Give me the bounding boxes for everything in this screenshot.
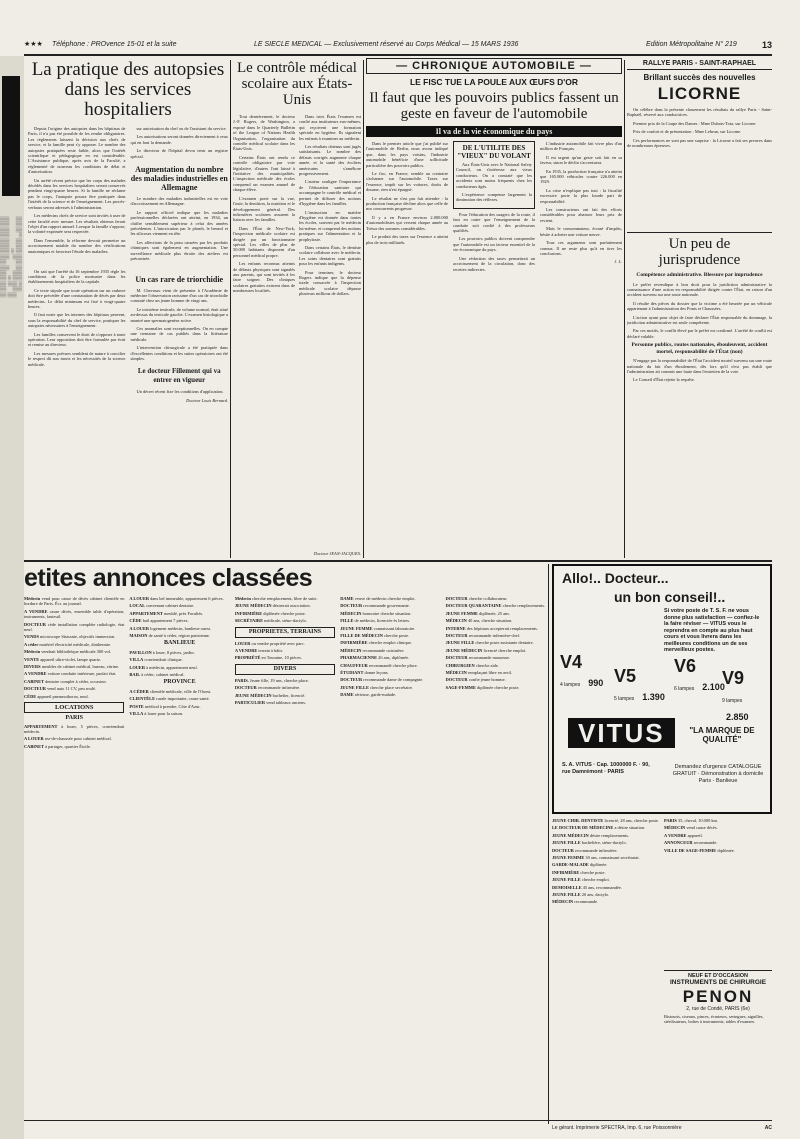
vitus-catalog: Demandez d'urgence CATALOGUE GRATUIT · Démonstration à domicile Paris - Banlieue: [672, 764, 764, 784]
classifieds-section-province: PROVINCE: [163, 679, 196, 686]
vitus-models: [554, 648, 770, 722]
classifieds-section-banlieue: BANLIEUE: [163, 640, 196, 647]
vitus-ad: [552, 564, 772, 814]
vitus-model-v5: V5 5 lampes 1.390: [614, 666, 665, 702]
header-edition: Edition Métropolitaine N° 219: [646, 41, 737, 48]
header-marks: ★★★: [24, 41, 43, 48]
jurisprudence-title: Un peu de jurisprudence: [658, 236, 741, 268]
classifieds-right: JEUNE CHIR. DENTISTE licencié, 28 ans, cherche poste. LE DOCTEUR DE MÉDECINE a désire situation. JEUNE MÉDECIN désire remplacements. JEUNE FILLE bachelière, sténo-dactylo. DOCTEUR recommande infirmière. JEUNE FEMME 30 ans, connaissant secrétariat. GARDE-MALADE diplômée. INFIRMIÈRE cherche poste. JEUNE FILLE cherche emploi. DEMOISELLE 45 ans, recommandée. JEUNE FILLE 20 ans, dactylo. MÉDECIN recommande. PARIS 35, cheval, 10.000 km. MÉDECIN vend cause décès. A VENDRE appareil. ANNONCEUR recommande. VILLE DE SAGE-FEMME diplômée. NEUF ET D'OCCASION INSTRUMENTS DE CHIRURGIE PENON 2, rue de Condé, PARIS (6e) Bistouris, ciseaux, pinces, écarteurs, seringues, aiguilles, stérilisateurs, boîtes à instruments, tables d'examen.: [552, 818, 772, 1113]
article-jurisprudence: Un peu de jurisprudence Compétence administrative. Blessure par imprudence Le préfet revendique à bon droit pour la juridiction administrative la connaissance d'une action en responsabilité dirigée contre l'État, en raison d'un accident survenu sur une route nationale. Il résulte des pièces du dossier que la victime a été heurtée par un véhicule appartenant à l'administration des Ponts et Chaussées. L'action ayant pour objet de faire déclarer l'État responsable du dommage, la juridiction administrative est seule compétente. Par ces motifs, le conflit élevé par le préfet est confirmé. L'arrêté de conflit est déclaré valable. Personne publics, routes nationales, ébouleuvent, accident mortel, responsabilité de l'État (non) N'engage pas la responsabilité de l'État l'accident mortel survenu sur une route nationale du fait d'un éboulement, dès lors qu'il n'est pas établi que l'administration ait commis une faute dans l'entretien de la voie. Le Conseil d'État rejette la requête.: [627, 236, 772, 383]
jurisprudence-subhead-2: Personne publics, routes nationales, ébouleuvent, accident mortel, responsabilité de l'État (non): [631, 342, 768, 355]
jurisprudence-subhead-1: Compétence administrative. Blessure par imprudence: [636, 272, 763, 278]
vitus-model-v6: V6 6 lampes 2.100: [674, 656, 725, 692]
autopsies-title: La pratique des autopsies dans les services hospitaliers: [31, 60, 225, 120]
classifieds-section-locations: LOCATIONS: [24, 702, 124, 713]
automobile-section: Il va de la vie économique du pays: [366, 126, 622, 137]
vitus-subline: un bon conseil!..: [614, 589, 726, 605]
classifieds-section-proprietes: PROPRIETES, TERRAINS: [235, 627, 335, 638]
autopsies-subhead-3: Le docteur Fillement qui va entrer en vigueur: [137, 367, 221, 385]
classifieds-body: Médecin vend pour cause de décès cabinet clientèle en bordure de Paris. Écr. au journal. A VENDRE cause décès, ensemble table d'opération, instruments, fauteuil. DOCTEUR cède installation complète radiologie, état neuf. VENDS microscope Stiassnie, objectifs immersion. A céder matériel électricité médicale, diathermie. Médecin vendrait bibliothèque médicale 300 vol. VENTE appareil ultra-violet, lampe quartz. DIVERS meubles de cabinet médical, bureau, vitrine. A VENDRE voiture conduite intérieure, parfait état. CABINET dentaire complet à céder, occasion. DOCTEUR vend auto 11 CV, peu roulé. CÈDE appareil pneumothorax, neuf. LOCATIONS PARIS APPARTEMENT à louer, 5 pièces, conviendrait médecin. A LOUER rez-de-chaussée pour cabinet médical. CABINET à partager, quartier Étoile. A LOUER dans bel immeuble, appartement 6 pièces. LOCAL convenant cabinet dentaire. APPARTEMENT meublé, près Facultés. CÈDE bail appartement 7 pièces. A LOUER logement médecin, banlieue ouest. MAISON de santé à céder, région parisienne. BANLIEUE PAVILLON à louer, 8 pièces, jardin. VILLA conviendrait clinique. LOUER à médecin, appartement neuf. BAIL à céder, cabinet médical. PROVINCE A CÉDER clientèle médicale, ville de l'Ouest. CLIENTÈLE rurale importante, cause santé. POSTE médical à prendre, Côte d'Azur. VILLA à louer pour la saison. Médecin cherche remplacement, libre de suite. JEUNE MÉDECIN désirerait association. INFIRMIÈRE diplômée cherche poste. SECRÉTAIRE médicale, sténo-dactylo. PROPRIETES, TERRAINS LOUER ou vendre propriété avec parc. A VENDRE terrain à bâtir. PROPRIÉTÉ en Touraine, 10 pièces. DIVERS PARIS. Jeune fille, 19 ans, cherche place. DOCTEUR recommande infirmière. JEUNE MÉDECIN bachelier, licencié. PARTICULIER vend tableaux anciens. DAME veuve de médecin cherche emploi. DOCTEUR recommande gouvernante. MÉDECIN honoraire cherche situation. FILLE de médecin, licenciée ès lettres. JEUNE FEMME connaissant laboratoire. FILLE DE MÉDECIN cherche poste. INFIRMIÈRE cherche emploi clinique. MÉDECIN recommande cuisinière. PHARMACIENNE 26 ans, diplômée. CHAUFFEUR recommandé cherche place. ÉTUDIANT donne leçons. DOCTEUR recommande dame de compagnie. JEUNE FILLE cherche place secrétaire. DAME sérieuse, garde-malade. DOCTEUR cherche collaborateur. DOCTEUR QUARANTAINE cherche remplacements. JEUNE FEMME diplômée, 25 ans. MÉDECIN 40 ans, cherche situation. INTERNE des hôpitaux accepterait remplacements. DOCTEUR recommande infirmière-chef. JEUNE FILLE cherche poste assistante dentaire. JEUNE MÉDECIN licencié cherche emploi. DOCTEUR recommande masseuse. CHIRURGIEN cherche aide. MÉDECIN remplaçant libre en avril. DOCTEUR confie jeune homme. SAGE-FEMME diplômée cherche poste.: [24, 596, 546, 749]
vitus-body: Si votre poste de T. S. F. ne vous donne plus satisfaction — confiez-le la faire réviser — VITUS vous le reprendra en compte au plus haut cours et vous livrera dans les meilleures conditions un de ses merveilleux postes.: [664, 608, 760, 653]
vitus-slogan: "LA MARQUE DE QUALITÉ": [689, 726, 755, 744]
penon-kicker: NEUF ET D'OCCASION: [688, 973, 748, 979]
penon-title: INSTRUMENTS DE CHIRURGIE: [669, 979, 767, 986]
vitus-logo: VITUS: [568, 718, 675, 748]
vitus-model-v4: V4 4 lampes 990: [560, 652, 604, 688]
header-paper: LE SIECLE MEDICAL — Exclusivement réservé au Corps Médical — 15 MARS 1936: [254, 41, 519, 48]
controle-title: Le contrôle médical scolaire aux États-Unis: [237, 60, 357, 108]
article-autopsies: La pratique des autopsies dans les services hospitaliers Depuis l'origine des autopsies dans les hôpitaux de Paris, il n'a pas été possible de les rendre obligatoires. Les règlements laissent la décision aux chefs de service, et la famille peut s'y opposer. Le nombre des autopsies pratiquées reste faible, alors que l'intérêt scientifique et pédagogique en est considérable. L'Assistance publique, après avis de la Faculté, a réglementé de nouveau les conditions de délai et d'autorisation. Un arrêté récent précise que les corps des malades décédés dans les services hospitaliers seront conservés pendant vingt-quatre heures. Si la famille ne réclame pas le corps, l'autopsie pourra être pratiquée dans l'intérêt de la science et de l'enseignement. Les procès-verbaux seront adressés à l'administration. Les médecins chefs de service sont invités à user de cette faculté avec mesure. Les résultats obtenus feront l'objet d'un rapport annuel. Lorsque la famille s'oppose, la volonté exprimée sera respectée. Dans l'ensemble, la réforme devrait permettre un accroissement notable du nombre des vérifications anatomiques et favoriser l'étude des maladies. sur autorisation du chef ou de l'assistant du service. Les autorisations seront données directement à ceux qui en font la demande. Le directeur de l'hôpital devra tenir un registre spécial. Augmentation du nombre des maladies industrielles en Allemagne Le nombre des maladies industrielles est en voie d'accroissement en Allemagne. Le rapport officiel indique que les maladies professionnelles déclarées ont atteint, en 1934, un chiffre sensiblement supérieur à celui des années précédentes. L'intoxication par le plomb, le benzol et les silicoses viennent en tête. Les affections de la peau causées par les produits chimiques sont également en augmentation. Une surveillance médicale plus étroite des ateliers est préconisée. On sait que l'arrêté du 16 septembre 1935 règle les conditions de la police mortuaire dans les établissements hospitaliers de la capitale. Ce texte stipule que toute opération sur un cadavre doit être précédée d'une constatation de décès par deux médecins. Le délai minimum est fixé à vingt-quatre heures. Il faut noter que les internes des hôpitaux peuvent, sous la responsabilité du chef de service, pratiquer les autopsies nécessaires à l'enseignement. Les familles conservent le droit de s'opposer à toute opération. Leur opposition doit être formulée par écrit et remise au directeur. Les mesures prévues semblent de nature à concilier le respect dû aux morts et les nécessités de la science médicale. Un cas rare de triorchidie M. Chevassu vient de présenter à l'Académie de médecine l'observation rarissime d'un cas de triorchidie constaté chez un jeune homme de vingt ans. Le troisième testicule, de volume normal, était situé au-dessus du testicule gauche. L'examen histologique a montré une spermatogenèse active. Ces anomalies sont exceptionnelles. On en compte une trentaine de cas publiés dans la littérature médicale. L'intervention chirurgicale a été pratiquée dans d'excellentes conditions et les suites opératoires ont été simples. Le docteur Fillement qui va entrer en vigueur Un décret récent fixe les conditions d'application. Docteur Louis Bernard.: [28, 60, 228, 403]
article-automobile: — CHRONIQUE AUTOMOBILE — LE FISC TUE LA POULE AUX ŒUFS D'OR Il faut que les pouvoirs publics fassent un geste en faveur de l'automobile Il va de la vie économique du pays Dans le premier article que j'ai publié sur l'automobile de Berlin, nous avons indiqué que, dans les pays voisins, l'industrie automobile bénéficie d'une sollicitude particulière des pouvoirs publics. Le fisc, en France, semble au contraire s'acharner sur l'automobile. Taxes sur l'essence, impôt sur les voitures, droits de douane, rien n'est épargné. Le résultat ne s'est pas fait attendre : la production française décline alors que celle de nos concurrents progresse. Il y a en France environ 2.000.000 d'automobilistes qui versent chaque année au Trésor des sommes considérables. Le produit des taxes sur l'essence a atteint plus de trois milliards. DE L'UTILITE DES "VIEUX" DU VOLANT Aux États-Unis avec le National Safety Council, on s'intéresse aux vieux conducteurs. On a constaté que les accidents sont moins fréquents chez les conducteurs âgés. L'expérience compense largement la diminution des réflexes. Pour l'éducation des usagers de la route, il faut en outre que l'enseignement de la conduite soit confié à des professeurs qualifiés. Les pouvoirs publics doivent comprendre que l'automobile est un facteur essentiel de la vie économique du pays. Une réduction des taxes permettrait un accroissement de la circulation, donc des recettes indirectes. L'industrie automobile fait vivre plus d'un million de Français. Il est urgent qu'un geste soit fait en sa faveur, sinon le déclin s'accentuera. En 1935, la production française n'a atteint que 165.000 véhicules contre 226.000 en 1929. La crise n'explique pas tout : la fiscalité excessive porte la plus lourde part de responsabilité. Les constructeurs ont fait des efforts considérables pour abaisser leurs prix de revient. Mais le consommateur, écrasé d'impôts, hésite à acheter une voiture neuve. Tous ces arguments sont parfaitement connus. Il ne reste plus qu'à en tirer les conclusions. J. L.: [366, 60, 622, 272]
controle-signature: Docteur JEAN-JACQUES.: [313, 551, 361, 556]
licorne-brand: LICORNE: [657, 84, 742, 103]
page-number: 13: [762, 40, 772, 50]
automobile-box-title: DE L'UTILITE DES "VIEUX" DU VOLANT: [457, 144, 531, 160]
automobile-box: DE L'UTILITE DES "VIEUX" DU VOLANT Aux États-Unis avec le National Safety Council, on s'intéresse aux vieux conducteurs. On a constaté que les accidents sont moins fréquents chez les conducteurs âgés. L'expérience compense largement la diminution des réflexes.: [453, 141, 535, 209]
licorne-kicker: RALLYE PARIS - SAINT-RAPHAËL: [627, 60, 772, 70]
penon-ad: NEUF ET D'OCCASION INSTRUMENTS DE CHIRURGIE PENON 2, rue de Condé, PARIS (6e) Bistouris, ciseaux, pinces, écarteurs, seringues, aiguilles, stérilisateurs, boîtes à instruments, tables d'examen.: [664, 973, 772, 1025]
autopsies-subhead-2: Un cas rare de triorchidie: [135, 274, 224, 284]
footer-printer: Le gérant. Imprimerie SPECTRA, Imp. 6, rue Poissonnière: [552, 1125, 682, 1131]
vitus-headline: Allo!.. Docteur...: [562, 570, 669, 586]
header-telephone: Téléphone : PROvence 15-01 et la suite: [52, 41, 177, 48]
vitus-address: S. A. VITUS · Cap. 1000000 F. · 90, rue Damrémont · PARIS: [562, 762, 650, 775]
autopsies-subhead-1: Augmentation du nombre des maladies industrielles en Allemagne: [130, 165, 228, 193]
automobile-signature: J. L.: [614, 259, 622, 265]
article-controle: Le contrôle médical scolaire aux États-Unis Tout dernièrement, le docteur J.-F. Rogers, de Washington, a exposé dans le Quarterly Bulletin of the League of Nations Health Organisation, l'organisation du contrôle médical scolaire dans les États-Unis. Certains États ont rendu ce contrôle obligatoire par voie législative, d'autres l'ont laissé à l'initiative des municipalités. L'inspection médicale des écoles comprend un examen annuel de chaque élève. L'examen porte sur la vue, l'ouïe, la dentition, la nutrition et le développement général. Des infirmières scolaires assurent la liaison avec les familles. Dans l'État de New-York, l'inspection médicale scolaire est dirigée par un fonctionnaire spécial. Les villes de plus de 50.000 habitants disposent d'un personnel médical propre. Les enfants reconnus atteints de défauts physiques sont signalés aux parents, qui sont invités à les faire soigner. Des cliniques scolaires gratuites existent dans de nombreuses localités. Dans trois États l'examen est confié aux instituteurs eux-mêmes, qui reçoivent une formation spéciale en hygiène. Ils signalent les enfants à examiner au médecin. Les résultats obtenus sont jugés satisfaisants. Le nombre des défauts corrigés augmente chaque année, et la santé des écoliers américains s'améliore progressivement. L'auteur souligne l'importance de l'éducation sanitaire qui accompagne le contrôle médical et permet de diffuser des notions d'hygiène dans les familles. L'instruction en matière d'hygiène est donnée dans toutes les écoles, souvent par le médecin lui-même, et comprend des notions pratiques sur l'alimentation et la prophylaxie. Dans certains États, le dentiste scolaire collabore avec le médecin. Les soins dentaires sont gratuits pour les enfants indigents. Pour terminer, le docteur Rogers indique que la dépense totale consacrée à l'inspection médicale scolaire dépasse plusieurs millions de dollars. Docteur JEAN-JACQUES.: [233, 60, 361, 556]
licorne-title: Brillant succès des nouvelles: [643, 73, 756, 82]
penon-address: 2, rue de Condé, PARIS (6e): [686, 1006, 750, 1012]
automobile-kicker: — CHRONIQUE AUTOMOBILE —: [366, 58, 622, 74]
footer-marker: AC: [764, 1125, 772, 1131]
penon-brand: PENON: [682, 987, 754, 1006]
classifieds-section-divers: DIVERS: [235, 664, 335, 675]
article-licorne: RALLYE PARIS - SAINT-RAPHAËL Brillant succès des nouvelles LICORNE On célèbre dans la présente classement les résultats du rallye Paris - Saint-Raphaël, réservé aux conductrices. Premier prix de la Coupe des Dames : Mme Dubois-Tota, sur Licorne. Prix de confort et de présentation : Mme Lebrun, sur Licorne. Ces performances ne sont pas une surprise : la Licorne a fait ses preuves dans de nombreuses épreuves.: [627, 60, 772, 149]
page-header: [24, 38, 772, 52]
vitus-model-v9: V9 9 lampes 2.850: [722, 668, 749, 722]
autopsies-signature: Docteur Louis Bernard.: [186, 397, 228, 403]
automobile-deck: LE FISC TUE LA POULE AUX ŒUFS D'OR: [409, 77, 579, 87]
page-footer: [552, 1122, 772, 1134]
classifieds-title: etites annonces classées: [24, 564, 313, 592]
classifieds-section-paris: PARIS: [65, 715, 83, 722]
edge-strip: ▒▒▒ ▒▒ ▒▒▒ ▒▒ ▒▒▒ ▒▒ ▒▒▒ ▒ ▒▒▒ ▒▒ ▒▒▒ ▒▒ ▒▒▒ ▒ ▒▒ ▒▒▒ ▒▒▒ ▒▒ ▒▒ ▒▒▒ ▒▒ ▒▒ ▒▒▒ ▒▒ ▒ ▒▒▒ ▒▒ ▒▒▒ ▒ ▒▒ ▒▒▒ ▒▒ ▒▒▒: [0, 56, 24, 1139]
automobile-title: Il faut que les pouvoirs publics fassent un geste en faveur de l'automobile: [369, 90, 619, 122]
